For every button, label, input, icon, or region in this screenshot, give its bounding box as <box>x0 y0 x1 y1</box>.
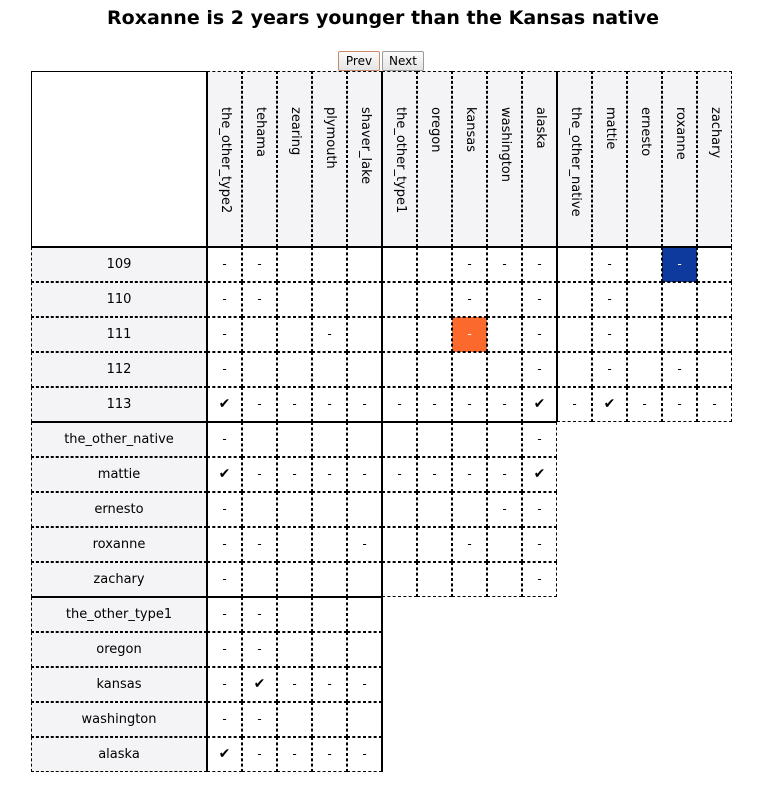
grid-cell[interactable]: - <box>487 457 522 492</box>
grid-cell[interactable] <box>312 702 347 737</box>
column-header-label: plymouth <box>322 107 338 169</box>
grid-cell[interactable]: - <box>242 387 277 422</box>
grid-cell[interactable] <box>312 562 347 597</box>
column-header-label: the_other_type1 <box>392 107 408 214</box>
column-header-label: washington <box>497 107 513 183</box>
grid-cell[interactable] <box>382 282 417 317</box>
column-header-label: tehama <box>252 107 268 157</box>
grid-cell[interactable] <box>242 352 277 387</box>
grid-cell[interactable] <box>242 317 277 352</box>
grid-cell[interactable]: - <box>207 702 242 737</box>
grid-cell[interactable]: - <box>522 422 557 457</box>
grid-cell[interactable] <box>382 562 417 597</box>
row-header-110: 110 <box>31 282 207 317</box>
grid-cell[interactable] <box>347 702 382 737</box>
grid-cell[interactable]: - <box>207 527 242 562</box>
grid-cell[interactable]: - <box>417 387 452 422</box>
grid-cell[interactable] <box>627 352 662 387</box>
grid-cell[interactable]: - <box>452 527 487 562</box>
grid-cell[interactable] <box>417 492 452 527</box>
column-header-mattie <box>592 71 627 247</box>
puzzle-clue-title: Roxanne is 2 years younger than the Kansas native <box>107 7 659 29</box>
grid-cell[interactable] <box>487 282 522 317</box>
grid-cell[interactable] <box>487 352 522 387</box>
grid-cell[interactable] <box>312 492 347 527</box>
column-header-tehama <box>242 71 277 247</box>
grid-cell[interactable]: - <box>347 527 382 562</box>
grid-cell[interactable]: - <box>207 667 242 702</box>
grid-cell[interactable] <box>347 597 382 632</box>
grid-cell[interactable] <box>382 317 417 352</box>
grid-cell[interactable]: - <box>592 352 627 387</box>
grid-cell[interactable] <box>697 317 732 352</box>
grid-cell[interactable]: - <box>487 492 522 527</box>
grid-cell[interactable] <box>697 352 732 387</box>
column-header-the-other-native <box>557 71 592 247</box>
grid-cell[interactable]: - <box>207 247 242 282</box>
grid-cell[interactable] <box>312 282 347 317</box>
grid-cell[interactable] <box>312 527 347 562</box>
row-header-mattie: mattie <box>31 457 207 492</box>
column-header-the-other-type2 <box>207 71 242 247</box>
grid-cell[interactable] <box>627 247 662 282</box>
grid-cell[interactable]: - <box>207 632 242 667</box>
row-header-roxanne: roxanne <box>31 527 207 562</box>
prev-button[interactable]: Prev <box>338 51 380 71</box>
grid-cell[interactable]: - <box>312 387 347 422</box>
grid-cell[interactable]: - <box>242 737 277 772</box>
grid-cell[interactable]: - <box>207 422 242 457</box>
grid-cell[interactable]: - <box>207 562 242 597</box>
grid-cell[interactable]: - <box>242 632 277 667</box>
column-header-label: the_other_type2 <box>217 107 233 214</box>
grid-cell[interactable] <box>347 632 382 667</box>
column-header-label: roxanne <box>672 107 688 160</box>
column-header-label: oregon <box>427 107 443 153</box>
grid-cell[interactable]: - <box>592 282 627 317</box>
row-header-the-other-type1: the_other_type1 <box>31 597 207 632</box>
grid-cell[interactable]: - <box>522 527 557 562</box>
grid-cell[interactable] <box>557 352 592 387</box>
grid-cell[interactable] <box>382 422 417 457</box>
grid-cell[interactable] <box>452 352 487 387</box>
column-header-oregon <box>417 71 452 247</box>
grid-cell[interactable]: - <box>312 317 347 352</box>
grid-cell[interactable]: - <box>522 247 557 282</box>
grid-cell[interactable] <box>312 247 347 282</box>
grid-cell[interactable]: - <box>662 387 697 422</box>
grid-cell[interactable] <box>382 247 417 282</box>
grid-cell[interactable] <box>277 317 312 352</box>
grid-cell[interactable]: - <box>347 457 382 492</box>
grid-cell[interactable] <box>417 562 452 597</box>
grid-cell[interactable]: - <box>207 282 242 317</box>
column-header-label: zearing <box>287 107 303 156</box>
grid-cell[interactable] <box>557 317 592 352</box>
grid-cell[interactable]: - <box>627 387 662 422</box>
column-header-kansas <box>452 71 487 247</box>
row-header-the-other-native: the_other_native <box>31 422 207 457</box>
grid-cell[interactable]: - <box>312 737 347 772</box>
grid-cell[interactable]: - <box>347 737 382 772</box>
grid-cell[interactable]: - <box>382 387 417 422</box>
grid-cell[interactable] <box>277 597 312 632</box>
column-header-label: alaska <box>532 107 548 149</box>
grid-cell[interactable] <box>277 562 312 597</box>
grid-cell[interactable] <box>417 282 452 317</box>
row-header-113: 113 <box>31 387 207 422</box>
grid-cell[interactable]: - <box>347 387 382 422</box>
grid-cell[interactable] <box>312 632 347 667</box>
grid-cell[interactable] <box>382 352 417 387</box>
grid-cell[interactable]: - <box>277 457 312 492</box>
column-header-label: kansas <box>462 107 478 153</box>
grid-cell[interactable]: - <box>452 247 487 282</box>
grid-cell[interactable] <box>627 317 662 352</box>
row-header-oregon: oregon <box>31 632 207 667</box>
grid-cell[interactable]: - <box>312 667 347 702</box>
grid-cell[interactable] <box>697 247 732 282</box>
column-header-alaska <box>522 71 557 247</box>
grid-cell[interactable] <box>277 527 312 562</box>
grid-cell[interactable] <box>347 282 382 317</box>
grid-cell[interactable] <box>627 282 662 317</box>
grid-cell[interactable] <box>277 702 312 737</box>
grid-cell[interactable]: - <box>207 352 242 387</box>
grid-cell[interactable]: ✔ <box>522 387 557 422</box>
grid-cell[interactable] <box>417 247 452 282</box>
grid-cell[interactable]: - <box>522 352 557 387</box>
grid-cell[interactable]: ✔ <box>207 387 242 422</box>
grid-cell[interactable] <box>347 562 382 597</box>
grid-cell[interactable]: - <box>522 492 557 527</box>
grid-cell[interactable] <box>347 317 382 352</box>
grid-cell[interactable] <box>312 422 347 457</box>
grid-cell[interactable] <box>347 247 382 282</box>
column-header-zearing <box>277 71 312 247</box>
grid-cell[interactable]: - <box>522 317 557 352</box>
grid-cell[interactable]: - <box>382 457 417 492</box>
grid-cell[interactable]: - <box>242 527 277 562</box>
grid-cell[interactable]: - <box>417 457 452 492</box>
grid-cell[interactable]: - <box>452 387 487 422</box>
grid-cell[interactable]: - <box>347 667 382 702</box>
grid-cell[interactable]: - <box>592 317 627 352</box>
block-separator <box>31 246 732 248</box>
column-header-label: zachary <box>707 107 723 159</box>
grid-cell[interactable] <box>382 492 417 527</box>
grid-cell[interactable] <box>242 422 277 457</box>
row-header-ernesto: ernesto <box>31 492 207 527</box>
grid-cell[interactable] <box>487 562 522 597</box>
grid-cell[interactable]: - <box>277 667 312 702</box>
column-header-plymouth <box>312 71 347 247</box>
grid-cell[interactable] <box>347 492 382 527</box>
grid-cell[interactable] <box>417 317 452 352</box>
grid-cell[interactable]: - <box>207 317 242 352</box>
grid-cell[interactable] <box>312 352 347 387</box>
grid-cell[interactable] <box>277 352 312 387</box>
grid-cell[interactable] <box>277 422 312 457</box>
row-header-zachary: zachary <box>31 562 207 597</box>
grid-cell[interactable] <box>487 422 522 457</box>
grid-cell[interactable]: - <box>662 352 697 387</box>
grid-cell[interactable]: - <box>242 702 277 737</box>
grid-cell[interactable]: ✔ <box>522 457 557 492</box>
column-header-roxanne <box>662 71 697 247</box>
grid-cell[interactable]: - <box>242 457 277 492</box>
column-header-shaver-lake <box>347 71 382 247</box>
grid-cell[interactable]: ✔ <box>242 667 277 702</box>
row-header-111: 111 <box>31 317 207 352</box>
grid-cell[interactable] <box>487 317 522 352</box>
grid-cell[interactable] <box>277 632 312 667</box>
grid-cell[interactable] <box>277 282 312 317</box>
next-button[interactable]: Next <box>382 51 424 71</box>
grid-cell[interactable]: ✔ <box>592 387 627 422</box>
column-header-zachary <box>697 71 732 247</box>
grid-cell[interactable]: - <box>277 737 312 772</box>
grid-cell[interactable]: ✔ <box>207 457 242 492</box>
grid-cell[interactable] <box>557 282 592 317</box>
grid-cell[interactable]: - <box>452 317 487 352</box>
grid-cell[interactable]: - <box>207 492 242 527</box>
row-header-alaska: alaska <box>31 737 207 772</box>
grid-cell[interactable] <box>662 317 697 352</box>
grid-cell[interactable]: - <box>242 247 277 282</box>
grid-cell[interactable]: - <box>277 387 312 422</box>
row-header-109: 109 <box>31 247 207 282</box>
grid-cell[interactable] <box>242 492 277 527</box>
grid-cell[interactable]: ✔ <box>207 737 242 772</box>
row-header-kansas: kansas <box>31 667 207 702</box>
column-header-label: ernesto <box>637 107 653 157</box>
column-header-label: the_other_native <box>567 107 583 217</box>
grid-cell[interactable] <box>277 492 312 527</box>
grid-cell[interactable] <box>242 562 277 597</box>
grid-cell[interactable]: - <box>662 247 697 282</box>
grid-cell[interactable]: - <box>312 457 347 492</box>
column-header-washington <box>487 71 522 247</box>
column-header-label: shaver_lake <box>357 107 373 185</box>
grid-cell[interactable] <box>417 422 452 457</box>
grid-cell[interactable]: - <box>592 247 627 282</box>
grid-cell[interactable]: - <box>487 247 522 282</box>
grid-cell[interactable] <box>347 352 382 387</box>
column-header-ernesto <box>627 71 662 247</box>
grid-cell[interactable] <box>452 492 487 527</box>
grid-cell[interactable] <box>452 422 487 457</box>
grid-cell[interactable] <box>347 422 382 457</box>
grid-cell[interactable] <box>277 247 312 282</box>
grid-cell[interactable] <box>417 352 452 387</box>
grid-cell[interactable] <box>417 527 452 562</box>
grid-cell[interactable]: - <box>242 282 277 317</box>
grid-cell[interactable] <box>487 527 522 562</box>
grid-cell[interactable] <box>382 527 417 562</box>
grid-cell[interactable]: - <box>522 562 557 597</box>
grid-cell[interactable] <box>452 562 487 597</box>
grid-cell[interactable]: - <box>487 387 522 422</box>
grid-cell[interactable]: - <box>207 597 242 632</box>
grid-cell[interactable]: - <box>557 387 592 422</box>
grid-cell[interactable] <box>662 282 697 317</box>
grid-cell[interactable]: - <box>242 597 277 632</box>
block-separator <box>31 421 557 423</box>
grid-cell[interactable] <box>557 247 592 282</box>
block-separator <box>31 596 382 598</box>
row-header-washington: washington <box>31 702 207 737</box>
grid-cell[interactable]: - <box>452 457 487 492</box>
grid-cell[interactable]: - <box>522 282 557 317</box>
grid-cell[interactable] <box>697 282 732 317</box>
grid-cell[interactable]: - <box>452 282 487 317</box>
column-header-label: mattie <box>602 107 618 150</box>
grid-corner <box>31 71 207 247</box>
grid-cell[interactable] <box>312 597 347 632</box>
column-header-the-other-type1 <box>382 71 417 247</box>
row-header-112: 112 <box>31 352 207 387</box>
grid-cell[interactable]: - <box>697 387 732 422</box>
